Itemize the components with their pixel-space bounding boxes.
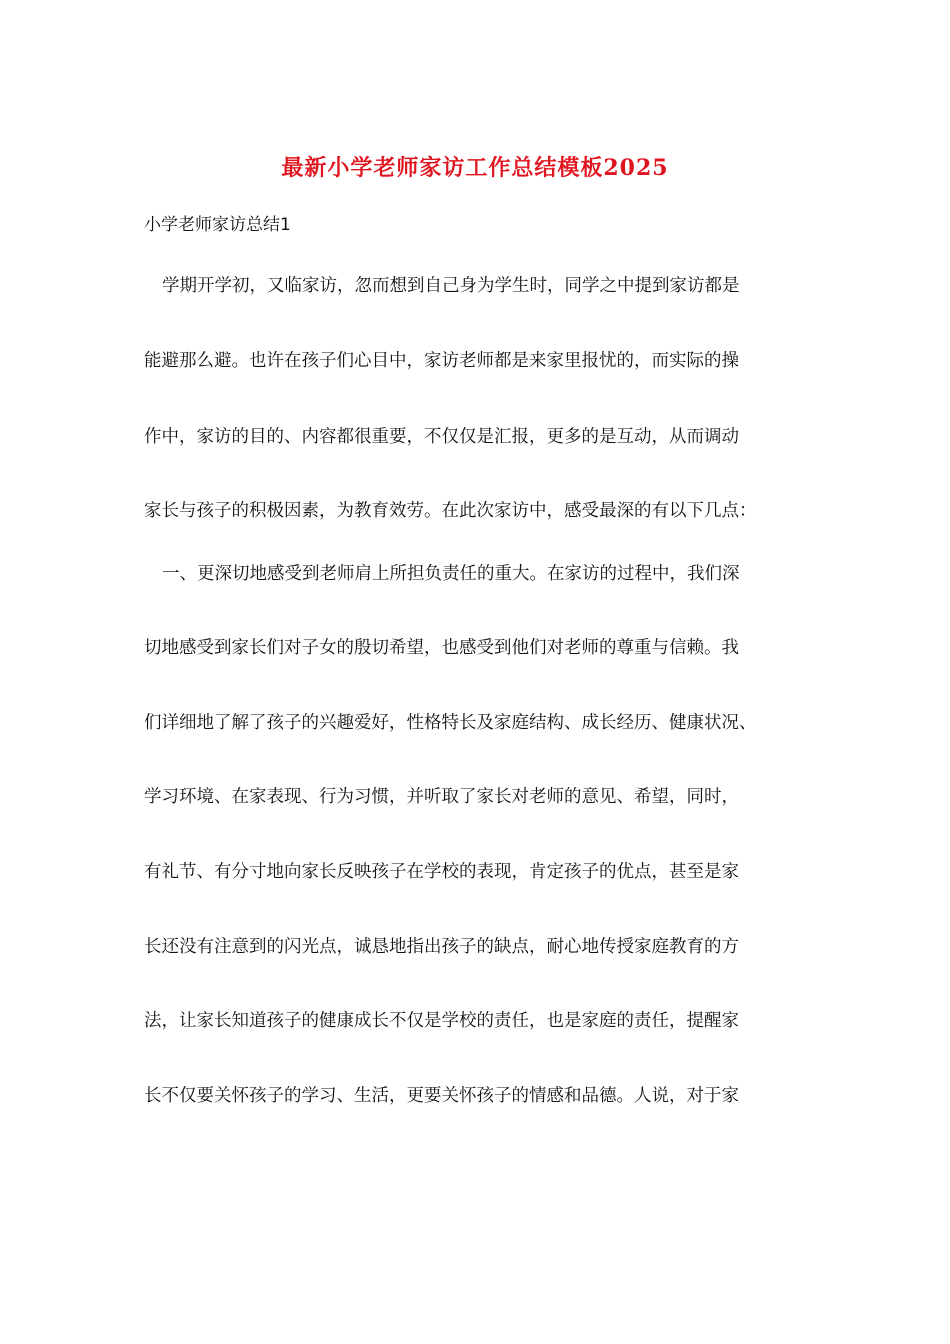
paragraph-line: 有礼节、有分寸地向家长反映孩子在学校的表现，肯定孩子的优点，甚至是家 bbox=[144, 862, 739, 882]
section-heading: 小学老师家访总结1 bbox=[144, 215, 291, 235]
paragraph-line: 学期开学初，又临家访，忽而想到自己身为学生时，同学之中提到家访都是 bbox=[162, 276, 740, 296]
paragraph-line: 长不仅要关怀孩子的学习、生活，更要关怀孩子的情感和品德。人说，对于家 bbox=[144, 1086, 739, 1106]
document-title: 最新小学老师家访工作总结模板2025 bbox=[281, 155, 669, 181]
paragraph-line: 学习环境、在家表现、行为习惯，并听取了家长对老师的意见、希望，同时， bbox=[144, 787, 739, 807]
paragraph-line: 能避那么避。也许在孩子们心目中，家访老师都是来家里报忧的，而实际的操 bbox=[144, 351, 739, 371]
paragraph-line: 法，让家长知道孩子的健康成长不仅是学校的责任，也是家庭的责任，提醒家 bbox=[144, 1011, 739, 1031]
paragraph-line: 家长与孩子的积极因素，为教育效劳。在此次家访中，感受最深的有以下几点： bbox=[144, 501, 757, 521]
paragraph-line: 作中，家访的目的、内容都很重要，不仅仅是汇报，更多的是互动，从而调动 bbox=[144, 427, 739, 447]
paragraph-line: 切地感受到家长们对子女的殷切希望，也感受到他们对老师的尊重与信赖。我 bbox=[144, 638, 739, 658]
paragraph-line: 长还没有注意到的闪光点，诚恳地指出孩子的缺点，耐心地传授家庭教育的方 bbox=[144, 937, 739, 957]
paragraph-line: 们详细地了解了孩子的兴趣爱好，性格特长及家庭结构、成长经历、健康状况、 bbox=[144, 713, 757, 733]
paragraph-line: 一、更深切地感受到老师肩上所担负责任的重大。在家访的过程中，我们深 bbox=[162, 564, 740, 584]
